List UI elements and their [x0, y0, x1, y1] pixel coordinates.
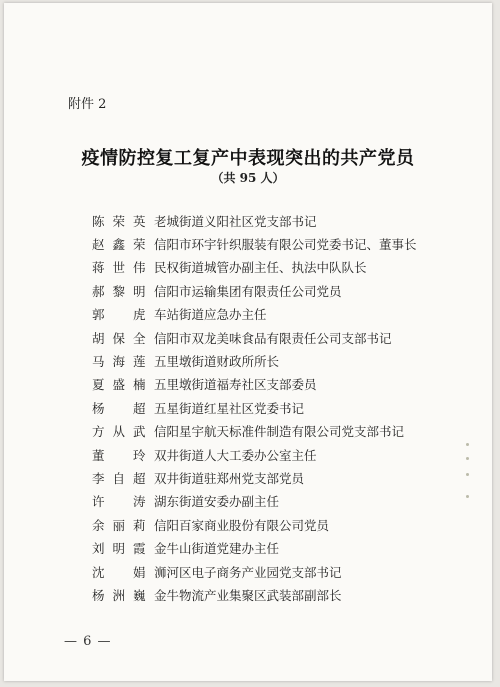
member-name: 郝黎明 — [92, 283, 146, 299]
margin-dots — [466, 443, 472, 513]
member-name: 马海莲 — [92, 354, 146, 370]
member-role: 浉河区电子商务产业园党支部书记 — [154, 564, 342, 580]
member-role: 信阳市环宇针织服装有限公司党委书记、董事长 — [154, 237, 417, 253]
list-item — [92, 326, 482, 349]
member-role: 双井街道人大工委办公室主任 — [154, 447, 317, 463]
member-role: 老城街道义阳社区党支部书记 — [154, 213, 317, 229]
document-subtitle: （共 95 人） — [211, 171, 285, 185]
member-name: 赵鑫荣 — [92, 237, 146, 253]
member-name: 李自超 — [92, 470, 146, 486]
list-item — [92, 209, 482, 232]
list-item — [92, 279, 482, 302]
member-name: 许 涛 — [92, 494, 146, 510]
list-item — [92, 256, 482, 279]
member-role: 双井街道驻郑州党支部党员 — [154, 470, 305, 486]
document-page — [4, 3, 492, 681]
member-role: 湖东街道安委办副主任 — [154, 494, 280, 510]
member-role: 信阳市运输集团有限责任公司党员 — [154, 283, 342, 299]
member-name: 刘明霞 — [92, 541, 146, 557]
member-name: 胡保全 — [92, 330, 146, 346]
member-list — [92, 209, 482, 607]
list-item — [92, 583, 482, 606]
member-role: 民权街道城管办副主任、执法中队队长 — [154, 260, 367, 276]
member-name: 方从武 — [92, 424, 146, 440]
list-item — [92, 396, 482, 419]
list-item — [92, 560, 482, 583]
member-name: 夏盛楠 — [92, 377, 146, 393]
list-item — [92, 536, 482, 559]
member-role: 信阳星宇航天标准件制造有限公司党支部书记 — [154, 424, 405, 440]
member-name: 蒋世伟 — [92, 260, 146, 276]
list-item — [92, 232, 482, 255]
member-name: 董 玲 — [92, 447, 146, 463]
attachment-label: 附件 2 — [68, 97, 107, 112]
list-item — [92, 443, 482, 466]
member-role: 五星街道红星社区党委书记 — [154, 400, 305, 416]
list-item — [92, 490, 482, 513]
list-item — [92, 373, 482, 396]
page-number: — 6 — — [64, 634, 112, 649]
list-item — [92, 466, 482, 489]
member-name: 陈荣英 — [92, 213, 146, 229]
member-role: 信阳市双龙美味食品有限责任公司支部书记 — [154, 330, 392, 346]
document-title: 疫情防控复工复产中表现突出的共产党员 — [81, 148, 415, 169]
list-item — [92, 420, 482, 443]
member-role: 五里墩街道福寿社区支部委员 — [154, 377, 317, 393]
member-role: 金牛山街道党建办主任 — [154, 541, 280, 557]
list-item — [92, 349, 482, 372]
member-role: 金牛物流产业集聚区武装部副部长 — [154, 587, 342, 603]
member-role: 车站街道应急办主任 — [154, 307, 267, 323]
member-role: 信阳百家商业股份有限公司党员 — [154, 517, 330, 533]
member-name: 郭 虎 — [92, 307, 146, 323]
list-item — [92, 513, 482, 536]
member-role: 五里墩街道财政所所长 — [154, 354, 280, 370]
member-name: 杨 超 — [92, 400, 146, 416]
member-name: 杨洲巍 — [92, 587, 146, 603]
list-item — [92, 303, 482, 326]
member-name: 沈 娟 — [92, 564, 146, 580]
member-name: 余丽莉 — [92, 517, 146, 533]
